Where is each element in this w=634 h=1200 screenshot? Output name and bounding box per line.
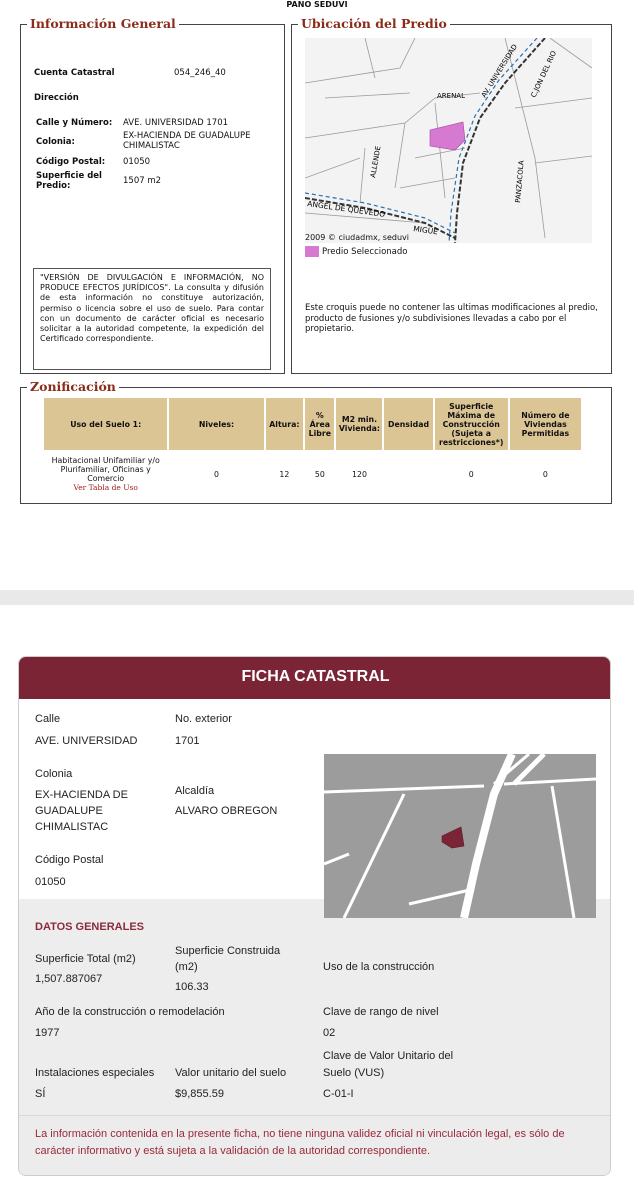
colonia-value-2: GUADALUPE — [35, 805, 103, 817]
instalaciones-especiales-label: Instalaciones especiales — [35, 1067, 155, 1079]
datos-generales-title: DATOS GENERALES — [35, 921, 144, 933]
superficie-label-1: Superficie del — [36, 171, 102, 181]
superficie-label-2: Predio: — [36, 181, 71, 191]
zonificacion-header-row — [44, 398, 581, 450]
divulgacion-disclaimer: "VERSIÓN DE DIVULGACIÓN E INFORMACIÓN, NO PRODUCE EFECTOS JURÍDICOS". La consulta y difusión de esta información no constituye autorización, permiso o licencia sobre el uso de suelo. Para contar con un documento de carácter oficial es necesario solicitar a la autoridad competente, la expedición del Certificado correspondiente. — [33, 268, 271, 370]
header-altura: Altura: — [266, 398, 304, 450]
cell-niveles: 0 — [214, 469, 219, 479]
valor-unitario-label: Valor unitario del suelo — [175, 1067, 287, 1079]
cell-numero-viviendas: 0 — [542, 469, 548, 479]
superficie-value: 1507 m2 — [123, 176, 162, 186]
street-panzacola: PANZACOLA — [514, 160, 526, 204]
uso-construccion-label: Uso de la construcción — [323, 961, 435, 973]
cell-superficie-maxima: 0 — [468, 469, 474, 479]
street-arenal: ARENAL — [437, 92, 465, 100]
instalaciones-especiales-value: SÍ — [35, 1088, 46, 1100]
ficha-disclaimer: La información contenida en la presente ficha, no tiene ninguna validez oficial ni vinculación legal, es sólo de carácter informativo y está sujeta a la validación de la autoridad correspondiente. — [19, 1115, 611, 1176]
cuenta-catastral-value: 054_246_40 — [174, 68, 226, 78]
codigo-postal-label: Código Postal: — [36, 157, 106, 167]
ubicacion-map — [305, 38, 592, 243]
street-callejon-del-rio: C.JON DEL RIO — [529, 49, 559, 99]
cell-m2-min: 120 — [352, 469, 367, 479]
colonia-value-3: CHIMALISTAC — [35, 821, 109, 833]
header-area-libre: % Área Libre — [305, 398, 334, 450]
header-niveles: Niveles: — [169, 398, 263, 450]
street-miguel: MIGUE — [412, 224, 439, 237]
ficha-map-svg — [324, 754, 596, 918]
cell-densidad — [384, 450, 432, 498]
superficie-total-value: 1,507.887067 — [35, 973, 103, 985]
map-copyright: 2009 © ciudadmx, seduvi — [305, 233, 410, 242]
codigo-postal-label: Código Postal — [35, 854, 104, 866]
header-m2-min-vivienda: M2 min. Vivienda: — [336, 398, 382, 450]
predio-seleccionado-label: Predio Seleccionado — [322, 247, 408, 257]
anio-construccion-label: Año de la construcción o remodelación — [35, 1006, 225, 1018]
ficha-catastral-title: FICHA CATASTRAL — [19, 657, 611, 699]
calle-value: AVE. UNIVERSIDAD — [35, 735, 138, 747]
superficie-construida-label-1: Superficie Construida — [175, 945, 281, 957]
ver-tabla-de-uso-link[interactable]: Ver Tabla de Uso — [73, 483, 138, 492]
codigo-postal-value: 01050 — [123, 157, 151, 167]
uso-suelo-value: Habitacional Unifamiliar y/o Plurifamiliar, Oficinas y Comercio — [51, 456, 160, 483]
colonia-value-1: EX-HACIENDA DE GUADALUPE — [123, 131, 251, 141]
zonificacion-data-row — [44, 450, 581, 498]
calle-label: Calle — [35, 713, 61, 725]
clave-rango-nivel-label: Clave de rango de nivel — [323, 1006, 439, 1018]
ubicacion-predio-legend: Ubicación del Predio — [298, 16, 450, 31]
ficha-catastral-card — [18, 656, 611, 1176]
header-superficie-maxima: Superficie Máxima de Construcción (Sujeta a restricciones*) — [435, 398, 508, 450]
separator-band — [0, 590, 634, 605]
colonia-label: Colonia — [35, 768, 73, 780]
no-exterior-label: No. exterior — [175, 713, 232, 725]
zonificacion-table — [42, 398, 583, 498]
street-allende: ALLENDE — [369, 145, 383, 179]
informacion-general-legend: Información General — [27, 16, 179, 31]
alcaldia-label: Alcaldía — [175, 785, 215, 797]
superficie-total-label: Superficie Total (m2) — [35, 953, 136, 965]
calle-label: Calle y Número: — [36, 118, 113, 128]
clave-vus-label-2: Suelo (VUS) — [323, 1067, 385, 1079]
colonia-value-2: CHIMALISTAC — [123, 141, 180, 151]
header-numero-viviendas: Número de Viviendas Permitidas — [510, 398, 581, 450]
doc-title: PANO SEDUVI — [286, 0, 348, 9]
cell-area-libre: 50 — [314, 469, 325, 479]
no-exterior-value: 1701 — [175, 735, 200, 747]
header-uso-suelo: Uso del Suelo 1: — [44, 398, 167, 450]
street-av-universidad: AV. UNIVERSIDAD — [479, 42, 520, 100]
street-angel-de-quevedo: ANGEL DE QUEVEDO — [306, 199, 386, 219]
clave-vus-label-1: Clave de Valor Unitario del — [323, 1050, 454, 1062]
predio-seleccionado-swatch — [305, 246, 319, 257]
anio-construccion-value: 1977 — [35, 1027, 60, 1039]
cell-uso-suelo — [44, 450, 167, 498]
colonia-label: Colonia: — [36, 137, 75, 147]
zonificacion-legend: Zonificación — [27, 379, 119, 394]
clave-vus-value: C-01-I — [323, 1088, 354, 1100]
calle-value: AVE. UNIVERSIDAD 1701 — [123, 118, 229, 128]
codigo-postal-value: 01050 — [35, 876, 66, 888]
ficha-catastral-body — [19, 699, 611, 1176]
valor-unitario-value: $9,855.59 — [175, 1088, 224, 1100]
ubicacion-map-svg — [305, 38, 592, 243]
cuenta-catastral-label: Cuenta Catastral — [34, 68, 115, 78]
colonia-value-1: EX-HACIENDA DE — [35, 789, 128, 801]
clave-rango-nivel-value: 02 — [323, 1027, 336, 1039]
alcaldia-value: ALVARO OBREGON — [175, 805, 278, 817]
superficie-construida-label-2: (m2) — [175, 961, 198, 973]
header-densidad: Densidad — [384, 398, 432, 450]
superficie-construida-value: 106.33 — [175, 981, 209, 993]
ficha-map — [324, 754, 596, 918]
croquis-note: Este croquis puede no contener las ultimas modificaciones al predio, producto de fusiones y/o subdivisiones llevadas a cabo por el propietario. — [305, 303, 598, 334]
cell-altura: 12 — [279, 469, 290, 479]
direccion-label: Dirección — [34, 93, 79, 103]
